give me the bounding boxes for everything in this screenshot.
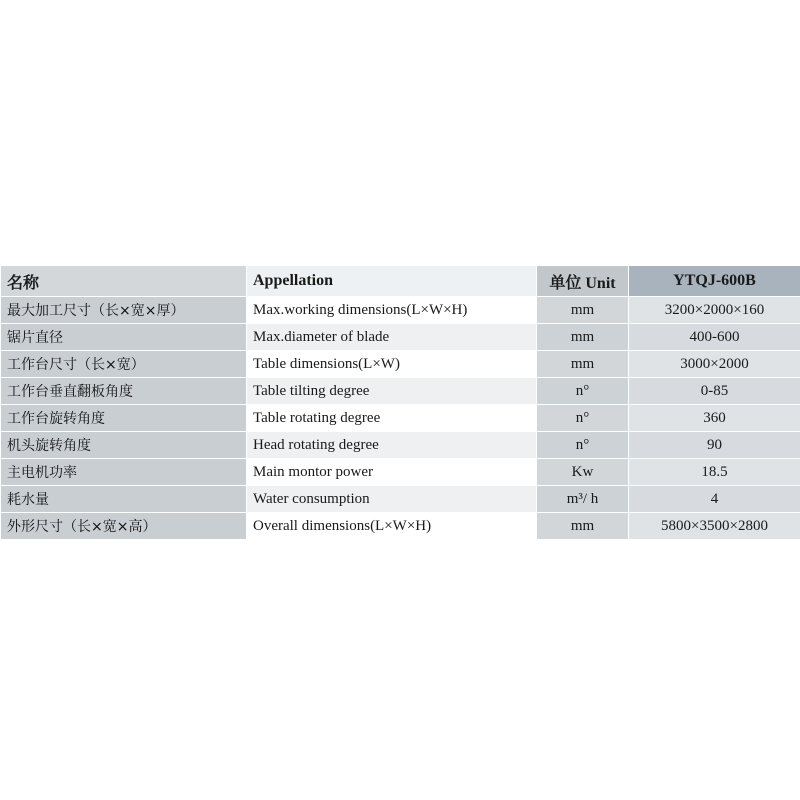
row-value: 3200×2000×160 (629, 297, 800, 324)
row-appellation: Head rotating degree (247, 432, 537, 459)
row-name: 主电机功率 (1, 459, 247, 486)
row-value: 18.5 (629, 459, 800, 486)
table-row (1, 405, 800, 432)
row-name: 最大加工尺寸（长×宽×厚） (1, 297, 247, 324)
row-unit: n° (537, 378, 629, 405)
row-appellation: Main montor power (247, 459, 537, 486)
row-name: 耗水量 (1, 486, 247, 513)
row-unit: mm (537, 351, 629, 378)
row-appellation: Table tilting degree (247, 378, 537, 405)
table-row (1, 324, 800, 351)
header-model: YTQJ-600B (629, 266, 800, 297)
row-name: 外形尺寸（长×宽×高） (1, 513, 247, 540)
table-body (1, 266, 800, 540)
row-unit: mm (537, 513, 629, 540)
row-unit: m³/ h (537, 486, 629, 513)
row-appellation: Table dimensions(L×W) (247, 351, 537, 378)
table-header-row (1, 266, 800, 297)
row-unit: mm (537, 297, 629, 324)
row-name: 工作台旋转角度 (1, 405, 247, 432)
specification-table-container (0, 265, 800, 540)
row-appellation: Max.working dimensions(L×W×H) (247, 297, 537, 324)
table-row (1, 459, 800, 486)
row-value: 90 (629, 432, 800, 459)
row-unit: Kw (537, 459, 629, 486)
row-unit: n° (537, 405, 629, 432)
table-row (1, 351, 800, 378)
header-appellation: Appellation (247, 266, 537, 297)
specification-table (0, 265, 800, 540)
row-unit: n° (537, 432, 629, 459)
header-unit: 单位 Unit (537, 266, 629, 297)
row-value: 5800×3500×2800 (629, 513, 800, 540)
table-row (1, 486, 800, 513)
row-value: 0-85 (629, 378, 800, 405)
row-value: 4 (629, 486, 800, 513)
row-value: 360 (629, 405, 800, 432)
table-row (1, 297, 800, 324)
header-name: 名称 (1, 266, 247, 297)
row-value: 3000×2000 (629, 351, 800, 378)
row-appellation: Table rotating degree (247, 405, 537, 432)
row-appellation: Water consumption (247, 486, 537, 513)
row-name: 机头旋转角度 (1, 432, 247, 459)
row-value: 400-600 (629, 324, 800, 351)
row-name: 工作台垂直翻板角度 (1, 378, 247, 405)
table-row (1, 432, 800, 459)
table-row (1, 378, 800, 405)
row-name: 锯片直径 (1, 324, 247, 351)
row-name: 工作台尺寸（长×宽） (1, 351, 247, 378)
row-appellation: Max.diameter of blade (247, 324, 537, 351)
row-appellation: Overall dimensions(L×W×H) (247, 513, 537, 540)
row-unit: mm (537, 324, 629, 351)
table-row (1, 513, 800, 540)
